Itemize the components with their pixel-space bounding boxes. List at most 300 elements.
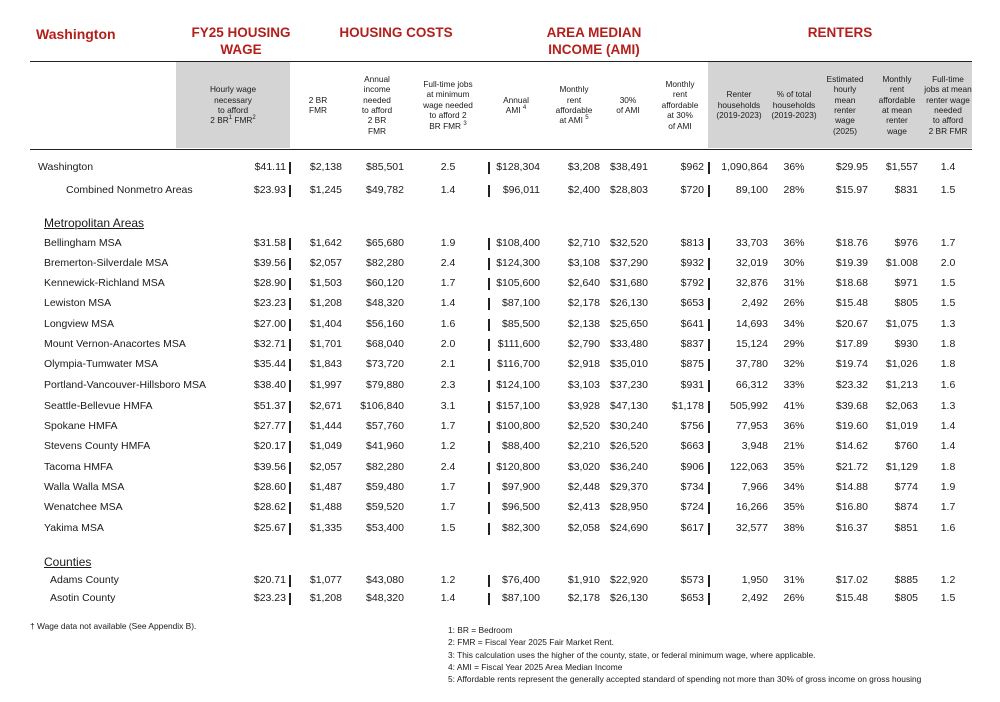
table-cell: $1.008 [885,257,918,269]
table-cell: $1,487 [309,481,342,493]
row-label: Portland-Vancouver-Hillsboro MSA [44,379,207,391]
table-cell: $1,049 [309,440,342,452]
row-label: Bellingham MSA [44,237,122,249]
column-header-line: 2 BR [210,115,229,126]
column-divider [488,298,490,310]
row-label: Lewiston MSA [44,297,112,309]
table-cell: 1.4 [940,161,956,173]
column-divider [708,401,710,413]
column-divider [289,185,291,197]
table-cell: 31% [783,574,805,586]
table-cell: $1,503 [309,277,342,289]
column-header-line: to afford 2 [429,110,467,121]
column-divider [708,462,710,474]
table-cell: $14.62 [835,440,868,452]
table-cell: $1,208 [309,592,342,604]
table-cell: $85,501 [366,161,404,173]
table-cell: $1,335 [309,522,342,534]
table-cell: $2,520 [567,420,600,432]
table-cell: $1,642 [309,237,342,249]
column-header-line: Annual [364,73,390,84]
table-cell: $85,500 [502,318,540,330]
table-cell: $22,920 [610,574,648,586]
column-header-line: of AMI [616,105,640,115]
row-label: Yakima MSA [44,522,104,534]
column-divider [289,319,291,331]
column-divider [708,278,710,290]
column-divider [488,359,490,371]
table-cell: $120,800 [496,461,540,473]
column-divider [488,401,490,413]
table-cell: 38% [783,522,805,534]
table-cell: 1.6 [940,379,956,391]
column-header-line: of AMI [668,120,692,131]
column-divider [488,441,490,453]
column-divider [289,238,291,250]
section-housing-costs: HOUSING COSTS [339,25,453,40]
table-cell: $29,370 [610,481,648,493]
table-cell: $1,026 [885,358,918,370]
column-divider [708,258,710,270]
section-area-median-income: AREA MEDIAN INCOME (AMI) [546,25,642,57]
table-cell: $43,080 [366,574,404,586]
table-cell: 3.1 [440,400,456,412]
table-cell: $96,011 [502,184,540,196]
table-cell: $20.17 [253,440,286,452]
table-cell: 1.5 [940,297,956,309]
table-cell: $2,671 [309,400,342,412]
row-label: Tacoma HMFA [44,461,113,473]
table-cell: 1.7 [440,481,456,493]
table-cell: $1,997 [309,379,342,391]
table-cell: 1.4 [440,592,456,604]
column-divider [488,258,490,270]
table-cell: $124,300 [496,257,540,269]
table-cell: $33,480 [610,338,648,350]
column-divider [708,523,710,535]
table-cell: $27.77 [253,420,286,432]
table-cell: $1,404 [309,318,342,330]
table-cell: $734 [680,481,704,493]
column-header-line: affordable [878,94,916,105]
table-cell: $28.60 [253,481,286,493]
table-cell: 2.3 [440,379,456,391]
footnote-wage-unavailable: † Wage data not available (See Appendix B). [30,621,197,631]
column-divider [488,319,490,331]
table-cell: 41% [783,400,805,412]
column-header-line: FMR [368,125,386,136]
footnote-3: 3: This calculation uses the higher of the county, state, or federal minimum wage, where applicable. [448,649,816,660]
table-cell: $932 [680,257,704,269]
table-cell: 34% [783,481,805,493]
table-cell: 28% [783,184,805,196]
table-cell: $2,210 [567,440,600,452]
table-cell: $39.56 [253,461,286,473]
table-cell: $16.80 [835,501,868,513]
table-cell: 1.2 [440,440,456,452]
table-cell: 1.9 [940,481,956,493]
table-cell: $20.71 [253,574,286,586]
table-cell: 1.5 [940,277,956,289]
table-cell: 32,876 [735,277,768,289]
column-header-line: renter wage [926,94,970,105]
table-cell: $76,400 [502,574,540,586]
table-cell: 1.9 [440,237,456,249]
table-cell: $15.48 [835,592,868,604]
table-cell: $27.00 [253,318,286,330]
table-cell: $32,520 [610,237,648,249]
column-divider [708,593,710,605]
table-cell: 1.4 [940,440,956,452]
table-cell: 3,948 [741,440,768,452]
table-cell: $930 [894,338,918,350]
column-header-7 [652,62,708,148]
footnote-ref: 1 [228,115,233,122]
row-label: Asotin County [50,592,116,604]
table-cell: $21.72 [835,461,868,473]
table-cell: $24,690 [610,522,648,534]
table-cell: $17.89 [835,338,868,350]
table-cell: $3,208 [567,161,600,173]
table-cell: $1,843 [309,358,342,370]
table-cell: $31.58 [253,237,286,249]
column-header-line: at mean [882,105,912,115]
table-cell: 2.1 [440,358,456,370]
table-cell: $124,100 [496,379,540,391]
table-cell: $3,103 [567,379,600,391]
table-cell: $25.67 [253,522,286,534]
table-cell: $87,100 [502,297,540,309]
column-divider [708,339,710,351]
table-cell: $28.62 [253,501,286,513]
table-cell: 77,953 [735,420,768,432]
column-header-line: Full-time jobs [423,78,473,89]
table-cell: $971 [894,277,918,289]
table-cell: 30% [783,257,805,269]
table-cell: 21% [783,440,805,452]
column-divider [488,278,490,290]
table-cell: 33,703 [735,237,768,249]
table-cell: $17.02 [835,574,868,586]
row-label: Seattle-Bellevue HMFA [44,400,153,412]
table-cell: 31% [783,277,805,289]
column-header-line: Monthly [559,84,589,95]
column-header-1 [290,62,346,148]
table-cell: $1,208 [309,297,342,309]
table-cell: $906 [680,461,704,473]
table-cell: $82,300 [502,522,540,534]
table-cell: $35.44 [253,358,286,370]
table-cell: $39.56 [253,257,286,269]
row-label: Kennewick-Richland MSA [44,277,165,289]
row-label: Olympia-Tumwater MSA [44,358,158,370]
column-divider [708,319,710,331]
column-divider [708,162,710,174]
table-cell: 26% [783,592,805,604]
table-cell: 2.0 [440,338,456,350]
table-cell: $724 [680,501,704,513]
table-cell: $831 [894,184,918,196]
column-header-line: at AMI [559,115,583,126]
group-metropolitan-areas: Metropolitan Areas [44,216,145,230]
table-cell: $641 [680,318,704,330]
column-divider [708,298,710,310]
column-header-line: mean [834,94,856,105]
table-cell: $79,880 [366,379,404,391]
column-header-line: households [717,99,761,110]
table-cell: $837 [680,338,704,350]
table-cell: $1,019 [885,420,918,432]
table-cell: $19.60 [835,420,868,432]
table-cell: $1,213 [885,379,918,391]
table-cell: $60,120 [366,277,404,289]
column-header-8 [708,62,770,148]
column-header-line: Full-time [932,73,964,84]
row-label: Combined Nonmetro Areas [66,184,193,196]
column-header-line: necessary [214,94,252,105]
column-divider [289,258,291,270]
column-divider [289,502,291,514]
table-cell: $805 [894,297,918,309]
table-cell: $41.11 [254,161,286,173]
column-divider [289,441,291,453]
column-divider [289,575,291,587]
column-divider [289,298,291,310]
table-cell: 2,492 [741,592,768,604]
footnote-ref: 5 [585,115,589,122]
table-cell: $2,138 [309,161,342,173]
column-divider [488,185,490,197]
column-header-line: rent [672,89,688,100]
table-cell: $59,520 [366,501,404,513]
column-header-line: (2019-2023) [716,110,762,121]
table-cell: $49,782 [366,184,404,196]
column-divider [488,482,490,494]
table-cell: $2,918 [567,358,600,370]
table-cell: $792 [680,277,704,289]
table-cell: $18.68 [835,277,868,289]
table-cell: $813 [680,237,704,249]
section-renters: RENTERS [807,25,873,40]
column-header-line: 2 BR FMR [928,125,968,136]
table-cell: $2,413 [567,501,600,513]
column-divider [708,482,710,494]
column-header-line: wage [835,115,855,126]
column-divider [708,441,710,453]
column-divider [289,380,291,392]
column-header-line: Hourly wage [209,84,257,95]
table-cell: $30,240 [610,420,648,432]
row-label: Mount Vernon-Anacortes MSA [44,338,186,350]
table-cell: $111,600 [497,338,540,350]
table-cell: 29% [783,338,805,350]
table-cell: $23.23 [253,297,286,309]
table-cell: $1,557 [885,161,918,173]
row-label: Walla Walla MSA [44,481,125,493]
table-cell: 66,312 [735,379,768,391]
column-header-4 [488,62,544,148]
table-cell: $23.23 [253,592,286,604]
table-cell: 2,492 [741,297,768,309]
table-cell: $26,130 [610,297,648,309]
row-label: Bremerton-Silverdale MSA [44,257,169,269]
table-cell: $20.67 [835,318,868,330]
table-cell: 1,090,864 [721,161,768,173]
table-cell: 1.8 [940,338,956,350]
column-header-line: affordable [555,105,593,115]
table-cell: 2.0 [940,257,956,269]
table-cell: $2,057 [309,461,342,473]
column-divider [488,339,490,351]
table-cell: 1.6 [940,522,956,534]
state-title: Washington [36,26,116,42]
column-divider [708,380,710,392]
table-cell: 32,019 [735,257,768,269]
footnote-ref: 3 [463,120,467,127]
table-cell: 1.3 [940,400,956,412]
table-cell: $31,680 [610,277,648,289]
column-header-line: renter [886,115,908,126]
column-divider [488,380,490,392]
column-header-line: wage [887,125,907,136]
table-cell: $29.95 [835,161,868,173]
row-label: Washington [38,161,94,173]
table-cell: $32.71 [253,338,286,350]
column-divider [708,185,710,197]
column-header-line: to afford [932,115,964,126]
column-header-line: wage needed [423,99,473,110]
table-cell: 1.7 [940,501,956,513]
table-cell: $617 [680,522,704,534]
table-cell: 35% [783,501,805,513]
column-divider [488,162,490,174]
table-cell: $3,928 [567,400,600,412]
column-divider [289,482,291,494]
table-cell: 35% [783,461,805,473]
table-cell: $1,178 [671,400,704,412]
table-cell: $1,444 [309,420,342,432]
table-cell: $976 [894,237,918,249]
column-header-0 [176,62,290,148]
table-cell: $2,138 [567,318,600,330]
column-header-line: (2019-2023) [771,110,817,121]
table-cell: $48,320 [366,592,404,604]
table-cell: $16.37 [835,522,868,534]
table-cell: $28,803 [610,184,648,196]
table-cell: $100,800 [496,420,540,432]
table-cell: 89,100 [735,184,768,196]
table-cell: $36,240 [610,461,648,473]
table-cell: 2.4 [440,461,456,473]
table-cell: $157,100 [496,400,540,412]
table-cell: $82,280 [366,461,404,473]
column-header-line: 2 BR [308,94,328,105]
column-divider [289,523,291,535]
column-header-line: households [772,99,816,110]
table-cell: $874 [894,501,918,513]
table-cell: $2,178 [567,592,600,604]
column-divider [289,278,291,290]
table-cell: 16,266 [735,501,768,513]
column-header-line: needed [363,94,391,105]
table-cell: $82,280 [366,257,404,269]
column-header-line: AMI [505,105,521,115]
footnote-ref: 4 [522,105,527,112]
table-cell: $39.68 [835,400,868,412]
table-cell: $573 [680,574,704,586]
table-cell: 1.7 [940,237,956,249]
table-cell: $2,710 [567,237,600,249]
table-cell: 1.5 [940,184,956,196]
row-label: Longview MSA [44,318,115,330]
column-header-11 [872,62,922,148]
column-divider [488,421,490,433]
table-cell: $23.32 [835,379,868,391]
column-header-line: Estimated [826,73,864,84]
table-cell: $2,057 [309,257,342,269]
section-housing-wage: FY25 HOUSING WAGE [191,25,291,57]
row-label: Stevens County HMFA [44,440,151,452]
table-cell: 1.8 [940,461,956,473]
table-cell: $2,058 [567,522,600,534]
table-cell: $931 [680,379,704,391]
column-divider [488,238,490,250]
table-cell: $23.93 [253,184,286,196]
table-cell: 15,124 [735,338,768,350]
table-cell: 1.4 [940,420,956,432]
table-cell: 37,780 [735,358,768,370]
column-divider [708,359,710,371]
table-cell: $774 [894,481,918,493]
table-cell: $2,448 [567,481,600,493]
table-cell: $108,400 [496,237,540,249]
table-cell: $41,960 [366,440,404,452]
column-header-line: at minimum [426,89,470,100]
table-cell: $2,640 [567,277,600,289]
column-header-line: Monthly [882,73,912,84]
table-cell: 1.7 [440,277,456,289]
column-divider [708,421,710,433]
table-cell: $18.76 [835,237,868,249]
table-cell: $96,500 [502,501,540,513]
column-header-line: (2025) [833,125,857,136]
column-divider [488,593,490,605]
table-cell: $73,720 [366,358,404,370]
row-label: Spokane HMFA [44,420,118,432]
table-cell: 32,577 [735,522,768,534]
table-cell: $15.97 [835,184,868,196]
column-header-line: Renter [726,89,752,100]
table-cell: $875 [680,358,704,370]
table-cell: 1.6 [440,318,456,330]
table-cell: $1,075 [885,318,918,330]
table-cell: $65,680 [366,237,404,249]
column-header-line: Monthly [665,78,695,89]
column-header-line: to afford [217,105,249,115]
table-cell: $59,480 [366,481,404,493]
table-cell: 1.8 [940,358,956,370]
column-divider [289,359,291,371]
table-cell: $15.48 [835,297,868,309]
table-cell: $2,063 [885,400,918,412]
table-cell: 7,966 [741,481,768,493]
column-header-3 [408,62,488,148]
column-divider [289,421,291,433]
table-cell: $720 [680,184,704,196]
table-cell: $3,108 [567,257,600,269]
table-cell: $2,790 [567,338,600,350]
column-header-line: rent [889,84,905,95]
